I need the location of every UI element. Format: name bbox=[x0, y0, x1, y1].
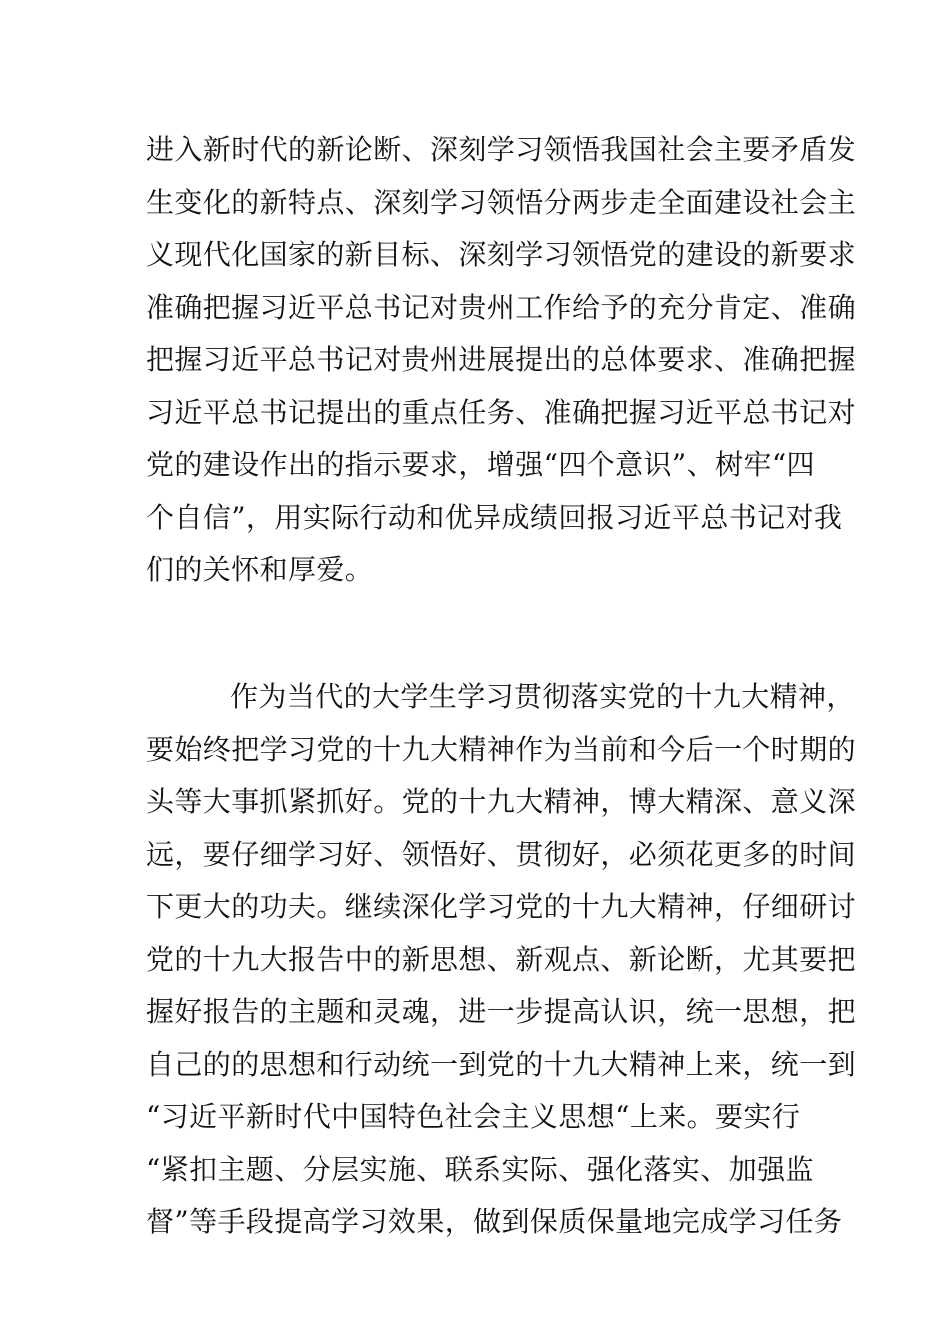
text-line: 党的建设作出的指示要求，增强“四个意识”、树牢“四 bbox=[146, 448, 815, 481]
text-line: 下更大的功夫。继续深化学习党的十九大精神，仔细研讨 bbox=[146, 890, 857, 923]
text-line: 习近平总书记提出的重点任务、准确把握习近平总书记对 bbox=[146, 395, 857, 429]
text-line: 自己的的思想和行动统一到党的十九大精神上来，统一到 bbox=[146, 1047, 857, 1081]
text-line: 把握习近平总书记对贵州进展提出的总体要求、准确把握 bbox=[146, 343, 857, 376]
text-line: 头等大事抓紧抓好。党的十九大精神，博大精深、意义深 bbox=[146, 785, 857, 818]
text-line: 个自信”，用实际行动和优异成绩回报习近平总书记对我 bbox=[146, 500, 843, 534]
text-line: 义现代化国家的新目标、深刻学习领悟党的建设的新要求 bbox=[146, 238, 857, 271]
text-line: “习近平新时代中国特色社会主义思想“上来。要实行 bbox=[146, 1100, 801, 1133]
text-line: 进入新时代的新论断、深刻学习领悟我国社会主要矛盾发 bbox=[146, 133, 857, 166]
text-line: 握好报告的主题和灵魂，进一步提高认识，统一思想，把 bbox=[146, 995, 857, 1028]
text-line: 们的关怀和厚爱。 bbox=[146, 553, 374, 586]
text-line: 督”等手段提高学习效果，做到保质保量地完成学习任务 bbox=[146, 1205, 843, 1238]
text-line: 远，要仔细学习好、领悟好、贯彻好，必须花更多的时间 bbox=[146, 837, 857, 871]
paragraph-1 bbox=[146, 124, 857, 597]
text-line: 党的十九大报告中的新思想、新观点、新论断，尤其要把 bbox=[146, 942, 857, 976]
text-line: 准确把握习近平总书记对贵州工作给予的充分肯定、准确 bbox=[146, 290, 857, 324]
text-line: “紧扣主题、分层实施、联系实际、强化落实、加强监 bbox=[146, 1152, 814, 1186]
text-line-indented: 作为当代的大学生学习贯彻落实党的十九大精神， bbox=[230, 680, 855, 713]
text-line: 生变化的新特点、深刻学习领悟分两步走全面建设社会主 bbox=[146, 185, 857, 219]
paragraph-2 bbox=[146, 671, 857, 1249]
text-line: 要始终把学习党的十九大精神作为当前和今后一个时期的 bbox=[146, 732, 857, 766]
